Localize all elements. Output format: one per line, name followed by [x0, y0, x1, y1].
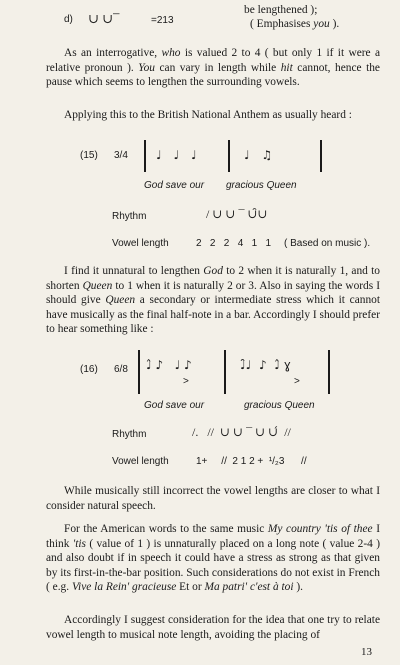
right-line-2-suffix: ).	[329, 18, 340, 30]
example-15-vowel-values: 2 2 2 4 1 1	[196, 238, 272, 249]
example-16-vowel-label: Vowel length	[112, 456, 169, 467]
right-line-2-prefix: ( Emphasises	[250, 18, 314, 30]
p1-e: can vary in length while	[154, 61, 281, 74]
example-15-number: (15)	[80, 150, 98, 161]
example-15-rhythm-label: Rhythm	[112, 211, 147, 222]
p5-a: For the American words to the same music	[64, 523, 268, 535]
barline	[138, 350, 140, 394]
example-16-rhythm-marks: /. // ∪ ∪ ¯ ∪ ∪́ //	[192, 425, 291, 439]
p3-b: God	[203, 265, 223, 277]
example-15-notes-bar2: ♩ ♫	[244, 148, 277, 162]
p5-h: Ma patri' c'est à toi	[204, 581, 294, 594]
example-15-lyric-1: God save our	[144, 180, 205, 191]
p3-f: Queen	[105, 294, 136, 307]
p1-g: cannot, hence the pause which seems to lengthen the surrounding vowels.	[46, 61, 380, 89]
p3-g: a secondary or intermediate stress which it cannot have musically as the final half-note in a bar. Accordingly I should prefer to hear something like :	[46, 294, 381, 336]
example-16-accent-2: >	[294, 376, 300, 387]
paragraph-musically: While musically still incorrect the vowel lengths are closer to what I consider natural speech.	[46, 485, 380, 512]
example-16-accent-1: >	[183, 376, 189, 387]
item-label: d)	[64, 14, 73, 25]
barline	[328, 350, 330, 394]
page-number: 13	[361, 646, 372, 658]
example-15-lyric-2: gracious Queen	[226, 180, 297, 191]
barline	[144, 140, 146, 172]
example-16-notes-bar1: ♩̂ ♪ ♩ ♪	[146, 358, 192, 372]
p5-i: ).	[293, 581, 304, 594]
example-15-vowel-note: ( Based on music ).	[284, 238, 371, 249]
p5-g: Et or	[176, 581, 205, 594]
p1-c: is valued 2 to 4 ( but only 1 if it were a relative pronoun ).	[46, 47, 380, 74]
paragraph-anthem: Applying this to the British National Anthem as usually heard :	[64, 109, 352, 121]
p3-a: I find it unnatural to lengthen	[64, 265, 204, 277]
p3-d: Queen	[82, 279, 113, 292]
p5-c: I think	[46, 523, 380, 550]
right-line-1: be lengthened );	[244, 4, 318, 16]
right-line-2-em: you	[313, 18, 330, 30]
example-16-vowel-values: 1+ // 2 1 2 + ¹/₂3 //	[196, 456, 307, 467]
example-15-notes-bar1: ♩ ♩ ♩	[156, 148, 201, 162]
paragraph-unnatural	[46, 264, 380, 337]
item-marks: ∪ ∪ ̅	[88, 11, 119, 26]
example-15-time: 3/4	[114, 150, 128, 161]
example-16-rhythm-label: Rhythm	[112, 429, 147, 440]
barline	[224, 350, 226, 394]
example-16-time: 6/8	[114, 364, 128, 375]
p1-d: You	[138, 61, 155, 74]
p1-f: hit	[280, 61, 293, 74]
p5-f: Vive la Rein' gracieuse	[71, 581, 177, 594]
paragraph-suggestion: Accordingly I suggest consideration for the idea that one try to relate vowel length to musical note length, avoiding the placing of	[46, 614, 380, 641]
barline	[228, 140, 230, 172]
p1-a: As an interrogative,	[64, 47, 162, 59]
p5-b: My country 'tis of thee	[267, 523, 373, 535]
p5-e: ( value of 1 ) is unnaturally placed on a long note ( value 2-4 ) and also doubt if in speech it could have a stress as strong as that given by its first-in-the-bar position. Such considerations do not exist in French ( e.g.	[46, 537, 380, 594]
p3-c: to 2 when it is naturally 1, and to shorten	[46, 265, 380, 292]
example-16-lyric-2: gracious Queen	[244, 400, 315, 411]
p1-b: who	[161, 47, 181, 59]
paragraph-american	[46, 522, 380, 595]
item-value: =213	[151, 15, 174, 26]
p5-d: 'tis	[72, 537, 86, 550]
barline	[320, 140, 322, 172]
example-16-notes-bar2: ♩̑♩ ♪ ♩̂ ɣ	[240, 358, 291, 372]
example-16-number: (16)	[80, 364, 98, 375]
p3-e: to 1 when it is naturally 2 or 3. Also in saying the words I should give	[46, 279, 380, 307]
example-15-rhythm-marks: / ∪ ∪ ¯ ∪̑∪	[206, 207, 268, 221]
paragraph-interrogative	[46, 46, 380, 90]
right-line-2	[250, 18, 339, 30]
example-16-lyric-1: God save our	[144, 400, 205, 411]
example-15-vowel-label: Vowel length	[112, 238, 169, 249]
